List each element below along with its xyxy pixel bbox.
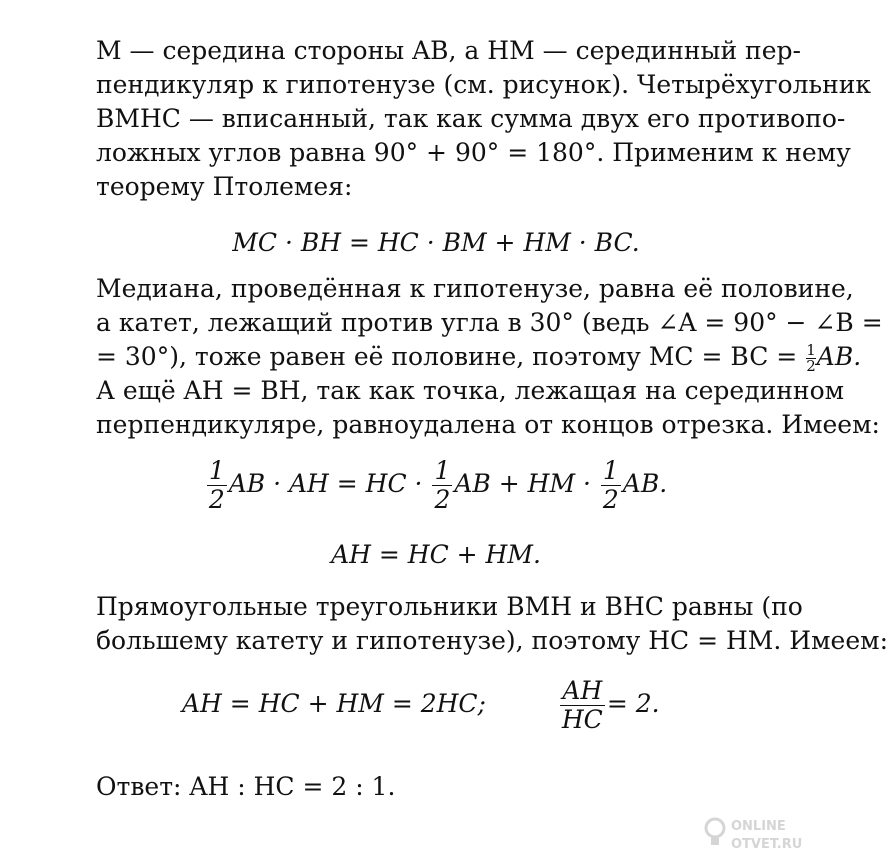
final-equation	[96, 674, 862, 734]
ratio-numerator: AH	[560, 677, 605, 706]
fraction-2	[432, 457, 452, 514]
fraction-3-den: 2	[602, 485, 619, 514]
fraction-2-den: 2	[434, 485, 451, 514]
eq2-part-a: AB · AH = HC ·	[228, 469, 423, 498]
eq2-part-b: AB + HM ·	[454, 469, 591, 498]
fraction-numerator: 1	[806, 341, 816, 359]
fraction-3	[601, 457, 621, 514]
ptolemy-equation: MC · BH = HC · BM + HM · BC.	[232, 228, 640, 257]
paragraph-1-line-4: ложных углов равна 90° + 90° = 180°. Применим к нему	[96, 138, 851, 167]
half-equation	[96, 454, 776, 514]
final-equation-right: = 2.	[606, 689, 660, 718]
watermark-line-2: OTVET.RU	[731, 837, 803, 852]
watermark-logo	[701, 812, 821, 856]
ratio-denominator: HC	[561, 705, 603, 734]
fraction-1-num: 1	[208, 456, 225, 485]
line-3-text: = 30°), тоже равен её половине, поэтому MC = BC =	[96, 342, 798, 371]
paragraph-2-line-2: а катет, лежащий против угла в 30° (ведь ∠A = 90° − ∠B =	[96, 308, 883, 337]
paragraph-2-line-5: перпендикуляре, равноудалена от концов отрезка. Имеем:	[96, 410, 880, 439]
final-equation-left: AH = HC + HM = 2HC;	[182, 689, 486, 718]
paragraph-3-line-2: большему катету и гипотенузе), поэтому HC = HM. Имеем:	[96, 626, 888, 655]
answer-line: Ответ: AH : HC = 2 : 1.	[96, 772, 396, 801]
paragraph-1-line-1: M — середина стороны AB, а HM — серединный пер-	[96, 36, 801, 65]
fraction-3-num: 1	[602, 456, 619, 485]
paragraph-2-line-3	[96, 340, 862, 375]
fraction-1	[207, 457, 227, 514]
paragraph-1-line-5: теорему Птолемея:	[96, 172, 353, 201]
paragraph-2-line-1: Медиана, проведённая к гипотенузе, равна её половине,	[96, 274, 854, 303]
paragraph-1-line-3: BMHC — вписанный, так как сумма двух его противопо-	[96, 104, 846, 133]
fraction-2-num: 1	[434, 456, 451, 485]
fraction-1-den: 2	[208, 485, 225, 514]
fraction-denominator: 2	[806, 357, 816, 375]
ah-equation: AH = HC + HM.	[331, 540, 541, 569]
eq2-part-c: AB.	[622, 469, 668, 498]
paragraph-2-line-4: А ещё AH = BH, так как точка, лежащая на серединном	[96, 376, 845, 405]
ratio-fraction	[560, 677, 605, 734]
line-3-end: AB.	[816, 342, 862, 371]
lightbulb-icon	[706, 819, 724, 845]
paragraph-1-line-2: пендикуляр к гипотенузе (см. рисунок). Четырёхугольник	[96, 70, 872, 99]
half-fraction	[806, 343, 816, 374]
watermark-line-1: ONLINE	[731, 819, 786, 834]
paragraph-3-line-1: Прямоугольные треугольники BMH и BHC равны (по	[96, 592, 803, 621]
